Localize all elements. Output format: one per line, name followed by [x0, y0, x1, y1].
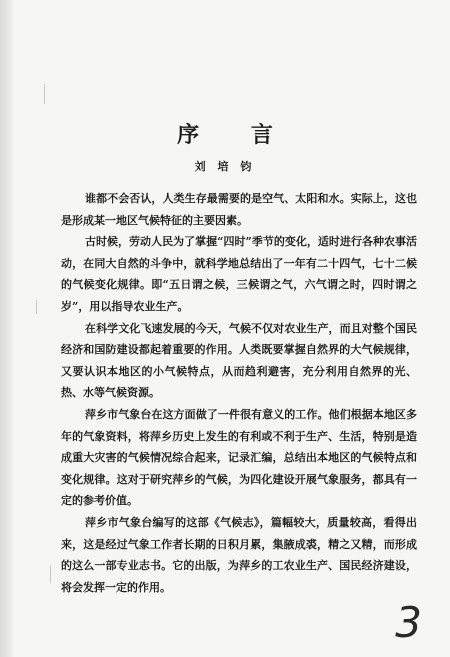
paragraph-5: 萍乡市气象台编写的这部《气候志》，篇幅较大，质量较高，看得出来，这是经过气象工作者长期的日积月累，集腋成裘，精之又精，而形成的这么一部专业志书。它的出版，为萍乡的工农业生产、国民经济建设，将会发挥一定的作用。: [61, 515, 417, 594]
scan-artifact-line: [36, 300, 37, 314]
page-number: 3: [395, 598, 422, 647]
page-title: 序 言: [177, 122, 295, 148]
scan-edge: [0, 0, 14, 657]
paragraph-1: 谁都不会否认，人类生存最需要的是空气、太阳和水。实际上，这也是形成某一地区气候特征的主要因素。: [61, 192, 417, 227]
paragraph-4: 萍乡市气象台在这方面做了一件很有意义的工作。他们根据本地区多年的气象资料，将萍乡历史上发生的有利或不利于生产、生活，特别是造成重大灾害的气候情况综合起来，记录汇编，总结出本地区的气候特点和变化规律。这对于研究萍乡的气候，为四化建设开展气象服务，都具有一定的参考价值。: [61, 407, 417, 508]
body-text: [61, 188, 417, 598]
author-name: 刘 培 钧: [194, 160, 256, 173]
scan-artifact-line: [50, 565, 51, 583]
scan-artifact-line: [44, 84, 45, 104]
paragraph-3: 在科学文化飞速发展的今天，气候不仅对农业生产，而且对整个国民经济和国防建设都起着重要的作用。人类既要掌握自然界的大气候规律，又要认识本地区的小气候特点，从而趋利避害，充分利用自然界的光、热、水等气候资源。: [61, 321, 417, 400]
paragraph-2: 古时候，劳动人民为了掌握“四时”季节的变化，适时进行各种农事活动，在同大自然的斗争中，就科学地总结出了一年有二十四气，七十二候的气候变化规律。即“五日谓之候，三候谓之气，六气谓之时，四时谓之岁”，用以指导农业生产。: [61, 235, 417, 313]
